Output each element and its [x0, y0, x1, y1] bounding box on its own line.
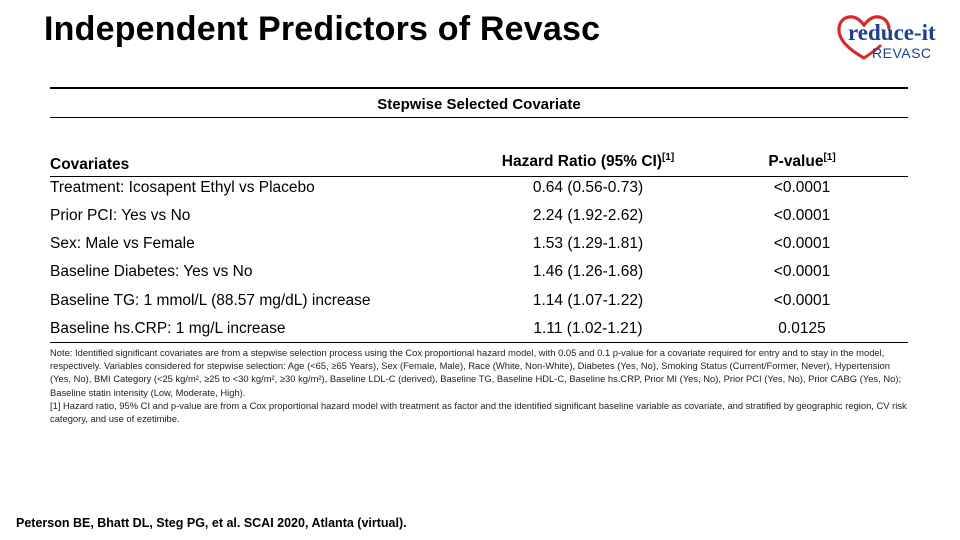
stepwise-selection-note: Note: Identified significant covariates are from a stepwise selection process using the Cox proportional hazard model, with 0.05 and 0.1 p-value for a covariate required for entry and to stay in the model, respectively. Variables considered for stepwise selection: Age (<65, ≥65 Years), Sex (Female, Male), Race (White, Non-White), Diabetes (Yes, No), Smoking Status (Current/Former, Never), Hypertension (Yes, No), BMI Category (<25 kg/m², ≥25 to <30 kg/m², ≥30 kg/m²), Baseline LDL-C (derived), Baseline TG, Baseline HDL-C, Baseline hs.CRP, Prior MI (Yes, No), Prior PCI (Yes, No), Prior CABG (Yes, No); Baseline statin intensity (Low, Moderate, High). [50, 347, 902, 398]
reduce-it-logo [836, 14, 948, 64]
table-row-p-value: 0.0125 [778, 320, 826, 337]
p-value-header [742, 153, 862, 171]
table-row-hazard-ratio: 1.53 (1.29-1.81) [532, 235, 644, 252]
table-row-p-value: <0.0001 [773, 235, 831, 252]
table-row-covariate: Prior PCI: Yes vs No [50, 207, 191, 224]
table-row-p-value: <0.0001 [773, 179, 831, 196]
table-bottom-rule [50, 342, 908, 343]
table-row-hazard-ratio: 1.14 (1.07-1.22) [532, 292, 644, 309]
covariates-header-label: Covariates [50, 156, 130, 173]
citation: Peterson BE, Bhatt DL, Steg PG, et al. SCAI 2020, Atlanta (virtual). [16, 516, 407, 530]
p-value-footnote-ref: [1] [823, 151, 836, 163]
header-bottom-rule [50, 176, 908, 177]
hazard-ratio-header-label: Hazard Ratio (95% CI) [501, 153, 662, 170]
caption-bottom-rule [50, 117, 908, 118]
table-top-rule [50, 87, 908, 89]
table-row-p-value: <0.0001 [773, 292, 831, 309]
logo-text-reduce-it: reduce-it [848, 20, 936, 45]
table-row-hazard-ratio: 2.24 (1.92-2.62) [532, 207, 644, 224]
covariates-header [50, 156, 129, 174]
slide-title: Independent Predictors of Revasc [44, 10, 601, 48]
table-row-hazard-ratio: 0.64 (0.56-0.73) [532, 179, 644, 196]
table-row-covariate: Baseline hs.CRP: 1 mg/L increase [50, 320, 286, 337]
table-row-covariate: Baseline TG: 1 mmol/L (88.57 mg/dL) increase [50, 292, 371, 309]
hazard-ratio-footnote-ref: [1] [661, 151, 675, 163]
p-value-header-label: P-value [768, 153, 824, 170]
table-row-p-value: <0.0001 [773, 207, 831, 224]
footnote-1: [1] Hazard ratio, 95% CI and p-value are from a Cox proportional hazard model with treatment as factor and the identified significant baseline variable as covariate, and stratified by geographic region, CV risk category, and use of ezetimibe. [50, 399, 907, 425]
table-caption: Stepwise Selected Covariate [377, 96, 581, 113]
table-footnotes [50, 346, 912, 425]
table-row-p-value: <0.0001 [773, 263, 831, 280]
table-row-hazard-ratio: 1.11 (1.02-1.21) [533, 320, 643, 337]
logo-text-revasc: REVASC [872, 45, 932, 61]
table-row-covariate: Baseline Diabetes: Yes vs No [50, 263, 253, 280]
table-row-covariate: Treatment: Icosapent Ethyl vs Placebo [50, 179, 315, 196]
table-row-covariate: Sex: Male vs Female [50, 235, 195, 252]
table-row-hazard-ratio: 1.46 (1.26-1.68) [532, 263, 644, 280]
hazard-ratio-header [472, 153, 704, 171]
